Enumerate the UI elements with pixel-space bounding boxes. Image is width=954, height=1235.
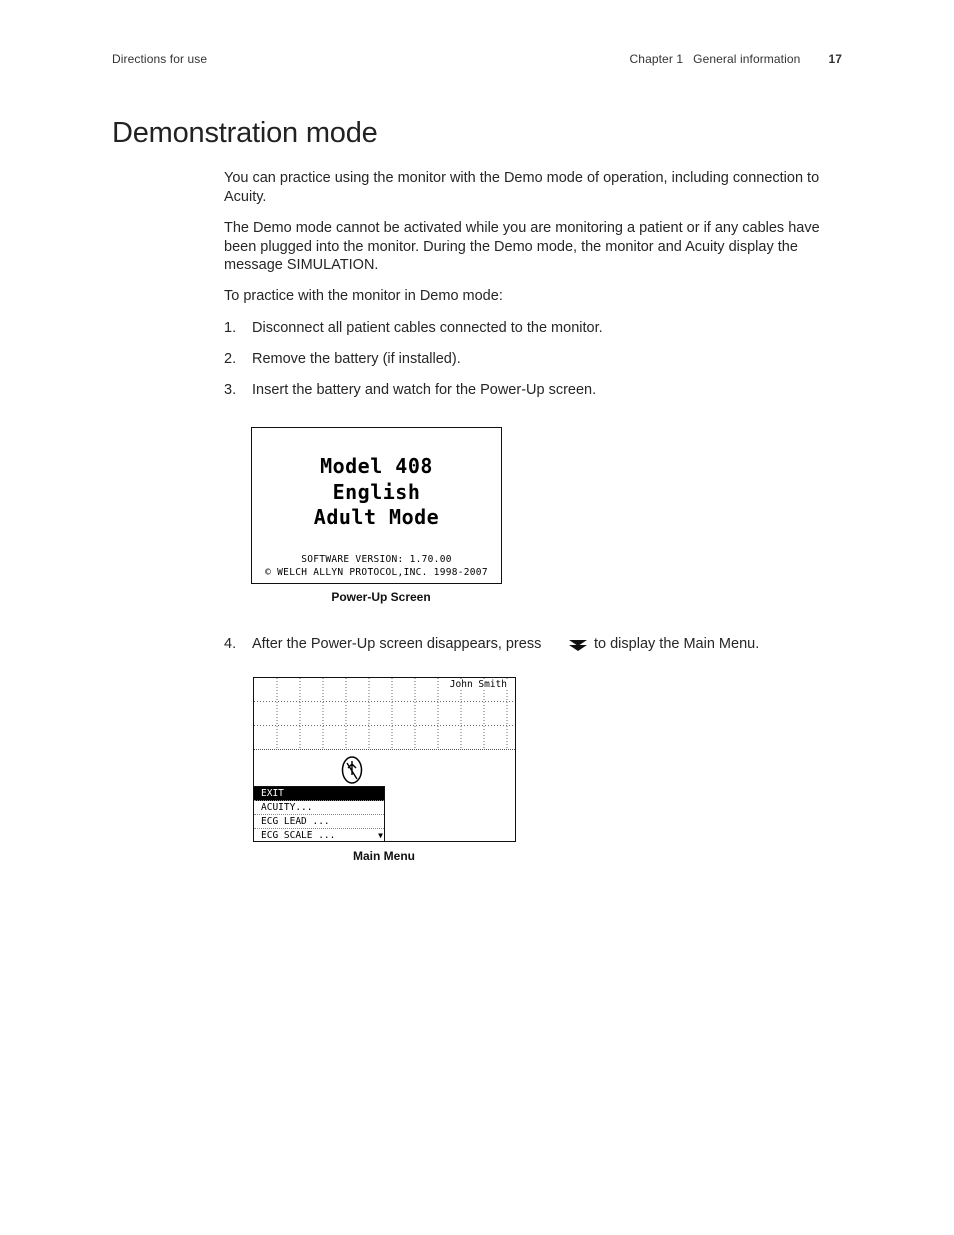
step-2 bbox=[224, 350, 461, 369]
restriction-paragraph: The Demo mode cannot be activated while you are monitoring a patient or if any cables have been plugged into the monitor. During the Demo mode, the monitor and Acuity display the message SIMULATION. bbox=[224, 220, 820, 273]
running-header-left: Directions for use bbox=[112, 52, 208, 66]
main-menu-list bbox=[254, 786, 385, 842]
menu-item-acuity[interactable]: ACUITY... bbox=[254, 801, 384, 815]
page-title: Demonstration mode bbox=[112, 117, 378, 149]
step-text: Insert the battery and watch for the Power-Up screen. bbox=[252, 382, 597, 398]
step-4-continued bbox=[594, 635, 759, 654]
menu-item-ecg-scale-label: ECG SCALE ... bbox=[261, 830, 336, 841]
step-number: 2. bbox=[224, 351, 237, 367]
step-text-before: After the Power-Up screen disappears, press bbox=[252, 636, 542, 652]
step-1 bbox=[224, 319, 603, 338]
chapter-label: Chapter 1 bbox=[629, 52, 684, 66]
step-text: Remove the battery (if installed). bbox=[252, 351, 461, 367]
menu-item-ecg-lead[interactable]: ECG LEAD ... bbox=[254, 815, 384, 829]
step-number: 3. bbox=[224, 382, 237, 398]
main-menu-caption: Main Menu bbox=[353, 849, 415, 863]
step-3 bbox=[224, 381, 596, 400]
step-text-after: to display the Main Menu. bbox=[594, 636, 760, 652]
copyright-line: © WELCH ALLYN PROTOCOL,INC. 1998-2007 bbox=[265, 567, 488, 578]
section-label: General information bbox=[693, 52, 801, 66]
running-header-right bbox=[630, 52, 842, 66]
menu-key-icon bbox=[568, 637, 588, 653]
language-line: English bbox=[332, 480, 421, 504]
step-4 bbox=[224, 635, 541, 654]
main-menu-figure bbox=[253, 677, 516, 842]
mode-line: Adult Mode bbox=[313, 505, 440, 529]
model-line: Model 408 bbox=[320, 454, 433, 478]
patient-name: John Smith bbox=[449, 679, 507, 690]
step-number: 4. bbox=[224, 636, 237, 652]
powerup-screen-figure bbox=[251, 427, 502, 584]
intro-paragraph: You can practice using the monitor with the Demo mode of operation, including connection to Acuity. bbox=[224, 170, 820, 205]
software-version: SOFTWARE VERSION: 1.70.00 bbox=[301, 554, 452, 565]
alarm-silence-icon bbox=[341, 755, 363, 785]
step-number: 1. bbox=[224, 320, 237, 336]
practice-intro: To practice with the monitor in Demo mode: bbox=[224, 288, 503, 304]
page-number: 17 bbox=[828, 52, 842, 66]
step-text: Disconnect all patient cables connected to the monitor. bbox=[252, 320, 603, 336]
menu-item-exit[interactable]: EXIT bbox=[254, 787, 384, 801]
powerup-caption: Power-Up Screen bbox=[331, 590, 431, 604]
down-triangle-icon: ▼ bbox=[378, 831, 383, 840]
menu-item-ecg-scale[interactable] bbox=[254, 829, 384, 842]
